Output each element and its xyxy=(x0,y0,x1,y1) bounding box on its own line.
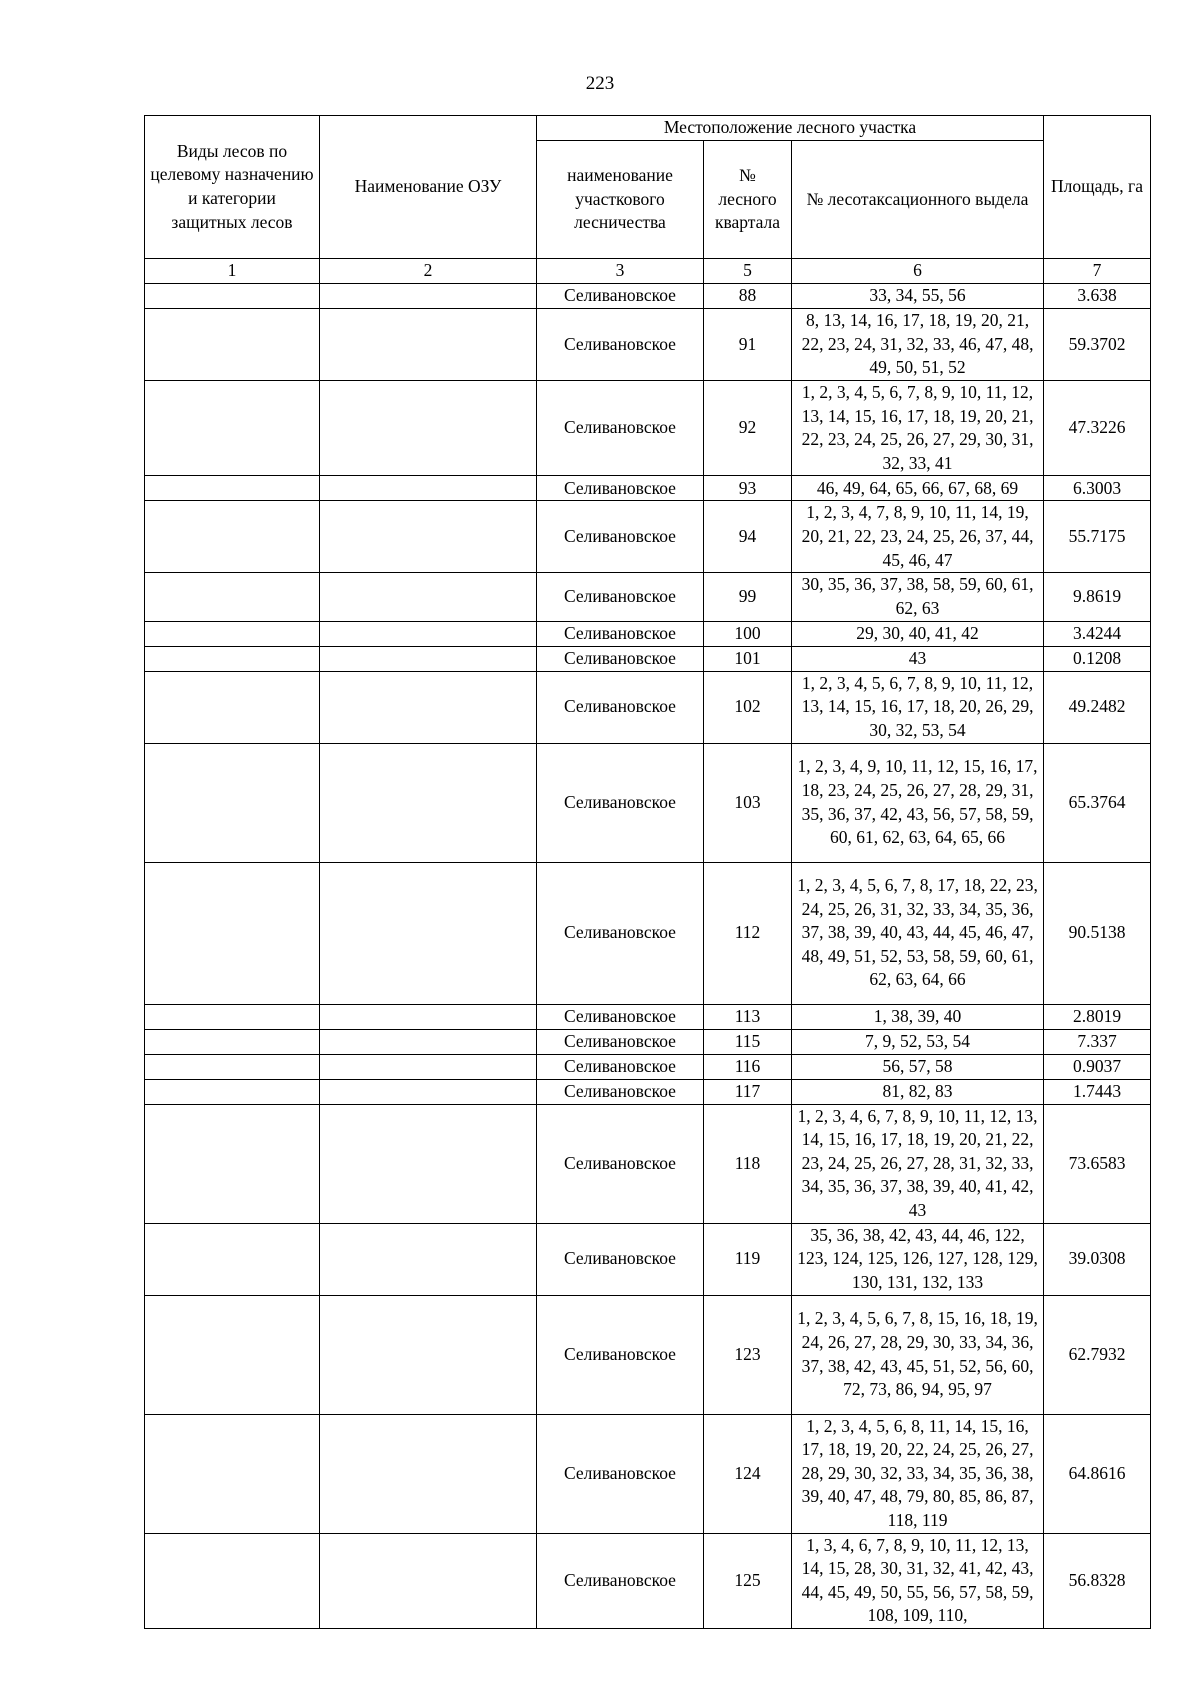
plot-numbers-cell: 1, 2, 3, 4, 7, 8, 9, 10, 11, 14, 19, 20, 21, 22, 23, 24, 25, 26, 37, 44, 45, 46, 47 xyxy=(792,501,1044,573)
column-number: 6 xyxy=(792,259,1044,284)
area-cell: 55.7175 xyxy=(1044,501,1151,573)
ozu-name-cell xyxy=(320,1414,537,1533)
ozu-name-cell xyxy=(320,284,537,309)
table-row xyxy=(145,1054,1151,1079)
ozu-name-cell xyxy=(320,501,537,573)
quarter-number-cell: 92 xyxy=(704,381,792,476)
header-location-group: Местоположение лесного участка xyxy=(537,116,1044,141)
quarter-number-cell: 94 xyxy=(704,501,792,573)
quarter-number-cell: 91 xyxy=(704,309,792,381)
forestry-name-cell: Селивановское xyxy=(537,381,704,476)
ozu-name-cell xyxy=(320,309,537,381)
ozu-name-cell xyxy=(320,671,537,743)
plot-numbers-cell: 1, 2, 3, 4, 5, 6, 8, 11, 14, 15, 16, 17, 18, 19, 20, 22, 24, 25, 26, 27, 28, 29, 30, 32, 33, 34, 35, 36, 38, 39, 40, 47, 48, 79, 80, 85, 86, 87, 118, 119 xyxy=(792,1414,1044,1533)
table-row xyxy=(145,1223,1151,1295)
area-cell: 3.638 xyxy=(1044,284,1151,309)
quarter-number-cell: 101 xyxy=(704,646,792,671)
forest-type-cell xyxy=(145,284,320,309)
area-cell: 73.6583 xyxy=(1044,1104,1151,1223)
forest-type-cell xyxy=(145,1295,320,1414)
forest-type-cell xyxy=(145,476,320,501)
area-cell: 0.1208 xyxy=(1044,646,1151,671)
forestry-name-cell: Селивановское xyxy=(537,284,704,309)
forest-type-cell xyxy=(145,621,320,646)
table-row xyxy=(145,862,1151,1004)
forestry-name-cell: Селивановское xyxy=(537,1104,704,1223)
forest-type-cell xyxy=(145,671,320,743)
quarter-number-cell: 112 xyxy=(704,862,792,1004)
table-row xyxy=(145,621,1151,646)
header-quarter-number: № лесного квартала xyxy=(704,141,792,259)
area-cell: 49.2482 xyxy=(1044,671,1151,743)
plot-numbers-cell: 35, 36, 38, 42, 43, 44, 46, 122, 123, 124, 125, 126, 127, 128, 129, 130, 131, 132, 133 xyxy=(792,1223,1044,1295)
quarter-number-cell: 125 xyxy=(704,1533,792,1628)
ozu-name-cell xyxy=(320,862,537,1004)
plot-numbers-cell: 1, 2, 3, 4, 9, 10, 11, 12, 15, 16, 17, 18, 23, 24, 25, 26, 27, 28, 29, 31, 35, 36, 37, 42, 43, 56, 57, 58, 59, 60, 61, 62, 63, 64, 65, 66 xyxy=(792,743,1044,862)
forestry-name-cell: Селивановское xyxy=(537,1223,704,1295)
ozu-name-cell xyxy=(320,1295,537,1414)
plot-numbers-cell: 1, 3, 4, 6, 7, 8, 9, 10, 11, 12, 13, 14, 15, 28, 30, 31, 32, 41, 42, 43, 44, 45, 49, 50, 55, 56, 57, 58, 59, 108, 109, 110, xyxy=(792,1533,1044,1628)
ozu-name-cell xyxy=(320,1004,537,1029)
area-cell: 3.4244 xyxy=(1044,621,1151,646)
ozu-name-cell xyxy=(320,743,537,862)
forestry-name-cell: Селивановское xyxy=(537,621,704,646)
plot-numbers-cell: 1, 2, 3, 4, 5, 6, 7, 8, 9, 10, 11, 12, 13, 14, 15, 16, 17, 18, 20, 26, 29, 30, 32, 53, 54 xyxy=(792,671,1044,743)
forest-type-cell xyxy=(145,309,320,381)
quarter-number-cell: 124 xyxy=(704,1414,792,1533)
table-row xyxy=(145,646,1151,671)
quarter-number-cell: 116 xyxy=(704,1054,792,1079)
forest-type-cell xyxy=(145,1533,320,1628)
forestry-name-cell: Селивановское xyxy=(537,1533,704,1628)
area-cell: 0.9037 xyxy=(1044,1054,1151,1079)
quarter-number-cell: 99 xyxy=(704,573,792,621)
forest-type-cell xyxy=(145,743,320,862)
plot-numbers-cell: 30, 35, 36, 37, 38, 58, 59, 60, 61, 62, 63 xyxy=(792,573,1044,621)
forest-type-cell xyxy=(145,862,320,1004)
ozu-name-cell xyxy=(320,1079,537,1104)
forestry-name-cell: Селивановское xyxy=(537,501,704,573)
plot-numbers-cell: 1, 2, 3, 4, 5, 6, 7, 8, 15, 16, 18, 19, 24, 26, 27, 28, 29, 30, 33, 34, 36, 37, 38, 42, 43, 45, 51, 52, 56, 60, 72, 73, 86, 94, 95, 97 xyxy=(792,1295,1044,1414)
plot-numbers-cell: 29, 30, 40, 41, 42 xyxy=(792,621,1044,646)
plot-numbers-cell: 1, 2, 3, 4, 5, 6, 7, 8, 17, 18, 22, 23, 24, 25, 26, 31, 32, 33, 34, 35, 36, 37, 38, 39, 40, 43, 44, 45, 46, 47, 48, 49, 51, 52, 53, 58, 59, 60, 61, 62, 63, 64, 66 xyxy=(792,862,1044,1004)
forestry-name-cell: Селивановское xyxy=(537,573,704,621)
forest-type-cell xyxy=(145,381,320,476)
ozu-name-cell xyxy=(320,573,537,621)
quarter-number-cell: 123 xyxy=(704,1295,792,1414)
forest-type-cell xyxy=(145,1223,320,1295)
forestry-name-cell: Селивановское xyxy=(537,1029,704,1054)
forest-type-cell xyxy=(145,1029,320,1054)
quarter-number-cell: 117 xyxy=(704,1079,792,1104)
header-forest-type: Виды лесов по целевому назначению и категории защитных лесов xyxy=(145,116,320,259)
forestry-name-cell: Селивановское xyxy=(537,671,704,743)
forest-type-cell xyxy=(145,573,320,621)
forest-type-cell xyxy=(145,1054,320,1079)
forest-type-cell xyxy=(145,1079,320,1104)
plot-numbers-cell: 46, 49, 64, 65, 66, 67, 68, 69 xyxy=(792,476,1044,501)
area-cell: 39.0308 xyxy=(1044,1223,1151,1295)
plot-numbers-cell: 56, 57, 58 xyxy=(792,1054,1044,1079)
forestry-name-cell: Селивановское xyxy=(537,476,704,501)
quarter-number-cell: 102 xyxy=(704,671,792,743)
area-cell: 9.8619 xyxy=(1044,573,1151,621)
forestry-name-cell: Селивановское xyxy=(537,1079,704,1104)
area-cell: 47.3226 xyxy=(1044,381,1151,476)
plot-numbers-cell: 8, 13, 14, 16, 17, 18, 19, 20, 21, 22, 23, 24, 31, 32, 33, 46, 47, 48, 49, 50, 51, 52 xyxy=(792,309,1044,381)
forestry-name-cell: Селивановское xyxy=(537,1414,704,1533)
header-ozu-name: Наименование ОЗУ xyxy=(320,116,537,259)
table-row xyxy=(145,1295,1151,1414)
plot-numbers-cell: 1, 38, 39, 40 xyxy=(792,1004,1044,1029)
header-area: Площадь, га xyxy=(1044,116,1151,259)
ozu-name-cell xyxy=(320,381,537,476)
table-row xyxy=(145,501,1151,573)
quarter-number-cell: 113 xyxy=(704,1004,792,1029)
ozu-name-cell xyxy=(320,476,537,501)
table-row xyxy=(145,476,1151,501)
area-cell: 90.5138 xyxy=(1044,862,1151,1004)
forestry-name-cell: Селивановское xyxy=(537,743,704,862)
forest-type-cell xyxy=(145,1104,320,1223)
area-cell: 7.337 xyxy=(1044,1029,1151,1054)
plot-numbers-cell: 33, 34, 55, 56 xyxy=(792,284,1044,309)
header-plot-number: № лесотаксационного выдела xyxy=(792,141,1044,259)
quarter-number-cell: 118 xyxy=(704,1104,792,1223)
forestry-name-cell: Селивановское xyxy=(537,862,704,1004)
area-cell: 62.7932 xyxy=(1044,1295,1151,1414)
area-cell: 64.8616 xyxy=(1044,1414,1151,1533)
quarter-number-cell: 103 xyxy=(704,743,792,862)
plot-numbers-cell: 7, 9, 52, 53, 54 xyxy=(792,1029,1044,1054)
forestry-name-cell: Селивановское xyxy=(537,309,704,381)
area-cell: 65.3764 xyxy=(1044,743,1151,862)
plot-numbers-cell: 43 xyxy=(792,646,1044,671)
plot-numbers-cell: 1, 2, 3, 4, 6, 7, 8, 9, 10, 11, 12, 13, 14, 15, 16, 17, 18, 19, 20, 21, 22, 23, 24, 25, 26, 27, 28, 31, 32, 33, 34, 35, 36, 37, 38, 39, 40, 41, 42, 43 xyxy=(792,1104,1044,1223)
column-number: 5 xyxy=(704,259,792,284)
table-row xyxy=(145,743,1151,862)
ozu-name-cell xyxy=(320,646,537,671)
column-number: 1 xyxy=(145,259,320,284)
ozu-name-cell xyxy=(320,1533,537,1628)
area-cell: 6.3003 xyxy=(1044,476,1151,501)
table-row xyxy=(145,1414,1151,1533)
area-cell: 1.7443 xyxy=(1044,1079,1151,1104)
forest-type-cell xyxy=(145,1414,320,1533)
area-cell: 56.8328 xyxy=(1044,1533,1151,1628)
forestry-name-cell: Селивановское xyxy=(537,646,704,671)
ozu-name-cell xyxy=(320,621,537,646)
column-number: 7 xyxy=(1044,259,1151,284)
forest-type-cell xyxy=(145,646,320,671)
ozu-name-cell xyxy=(320,1223,537,1295)
quarter-number-cell: 115 xyxy=(704,1029,792,1054)
table-body xyxy=(145,284,1151,1629)
table-row xyxy=(145,1104,1151,1223)
ozu-name-cell xyxy=(320,1029,537,1054)
plot-numbers-cell: 81, 82, 83 xyxy=(792,1079,1044,1104)
table-row xyxy=(145,284,1151,309)
forestry-name-cell: Селивановское xyxy=(537,1004,704,1029)
table-row xyxy=(145,1533,1151,1628)
area-cell: 2.8019 xyxy=(1044,1004,1151,1029)
table-row xyxy=(145,1004,1151,1029)
table-row xyxy=(145,309,1151,381)
forestry-name-cell: Селивановское xyxy=(537,1295,704,1414)
table-row xyxy=(145,573,1151,621)
quarter-number-cell: 93 xyxy=(704,476,792,501)
header-forestry-name: наименование участкового лесничества xyxy=(537,141,704,259)
table-row xyxy=(145,671,1151,743)
page-number: 223 xyxy=(585,73,615,94)
table-row xyxy=(145,1029,1151,1054)
forest-plots-table xyxy=(144,115,1151,1629)
forestry-name-cell: Селивановское xyxy=(537,1054,704,1079)
quarter-number-cell: 119 xyxy=(704,1223,792,1295)
quarter-number-cell: 100 xyxy=(704,621,792,646)
table-row xyxy=(145,1079,1151,1104)
table-row xyxy=(145,381,1151,476)
ozu-name-cell xyxy=(320,1054,537,1079)
area-cell: 59.3702 xyxy=(1044,309,1151,381)
plot-numbers-cell: 1, 2, 3, 4, 5, 6, 7, 8, 9, 10, 11, 12, 13, 14, 15, 16, 17, 18, 19, 20, 21, 22, 23, 24, 25, 26, 27, 29, 30, 31, 32, 33, 41 xyxy=(792,381,1044,476)
ozu-name-cell xyxy=(320,1104,537,1223)
quarter-number-cell: 88 xyxy=(704,284,792,309)
column-number: 3 xyxy=(537,259,704,284)
forest-type-cell xyxy=(145,501,320,573)
column-number: 2 xyxy=(320,259,537,284)
forest-type-cell xyxy=(145,1004,320,1029)
